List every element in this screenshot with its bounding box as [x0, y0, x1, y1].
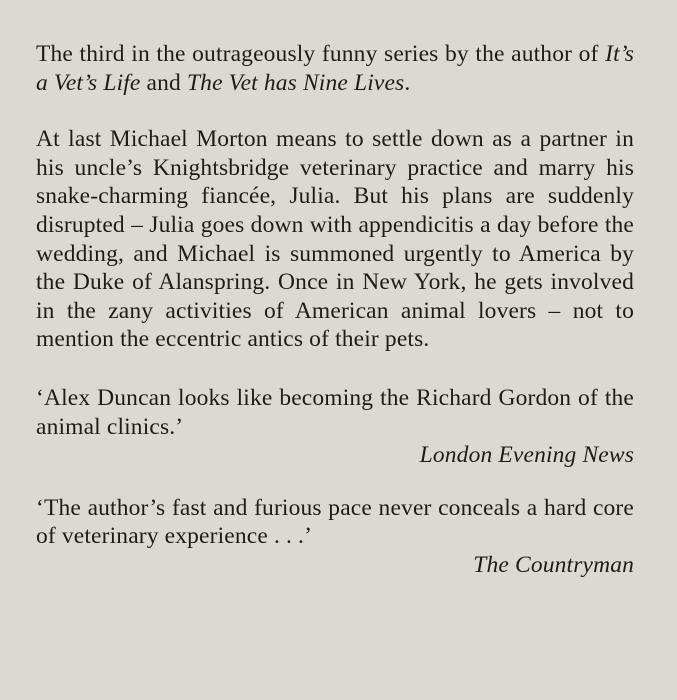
book-blurb — [36, 40, 634, 580]
review-source-2: The Countryman — [473, 551, 634, 578]
intro-paragraph — [36, 40, 634, 97]
intro-text: The third in the outrageously funny series by the author of — [36, 41, 606, 67]
review-source-1: London Evening News — [419, 442, 634, 469]
intro-period: . — [404, 69, 411, 96]
review-quote-text: ‘The author’s fast and furious pace never conceals a hard core of veterinary experience . . .’ — [36, 494, 634, 550]
synopsis-paragraph: At last Michael Morton means to settle down as a partner in his uncle’s Knightsbridge veterinary practice and marry his snake-charming fiancée, Julia. But his plans are suddenly disrupted – Julia goes down with appendicitis a day before the wedding, and Michael is summoned urgently to America by the Duke of Alanspring. Once in New York, he gets involved in the zany activities of American animal lovers – not to mention the eccentric antics of their pets. — [36, 126, 634, 353]
intro-conjunction: and — [140, 69, 187, 96]
review-quote-1 — [36, 384, 634, 441]
book-title-its-a-vets-life: It’s a Vet’s Life — [36, 41, 634, 96]
book-title-the-vet-has-nine-lives: The Vet has Nine Lives — [186, 69, 405, 96]
review-quote-2 — [36, 494, 634, 551]
review-quote-text: ‘Alex Duncan looks like becoming the Richard Gordon of the animal clinics.’ — [36, 384, 634, 440]
